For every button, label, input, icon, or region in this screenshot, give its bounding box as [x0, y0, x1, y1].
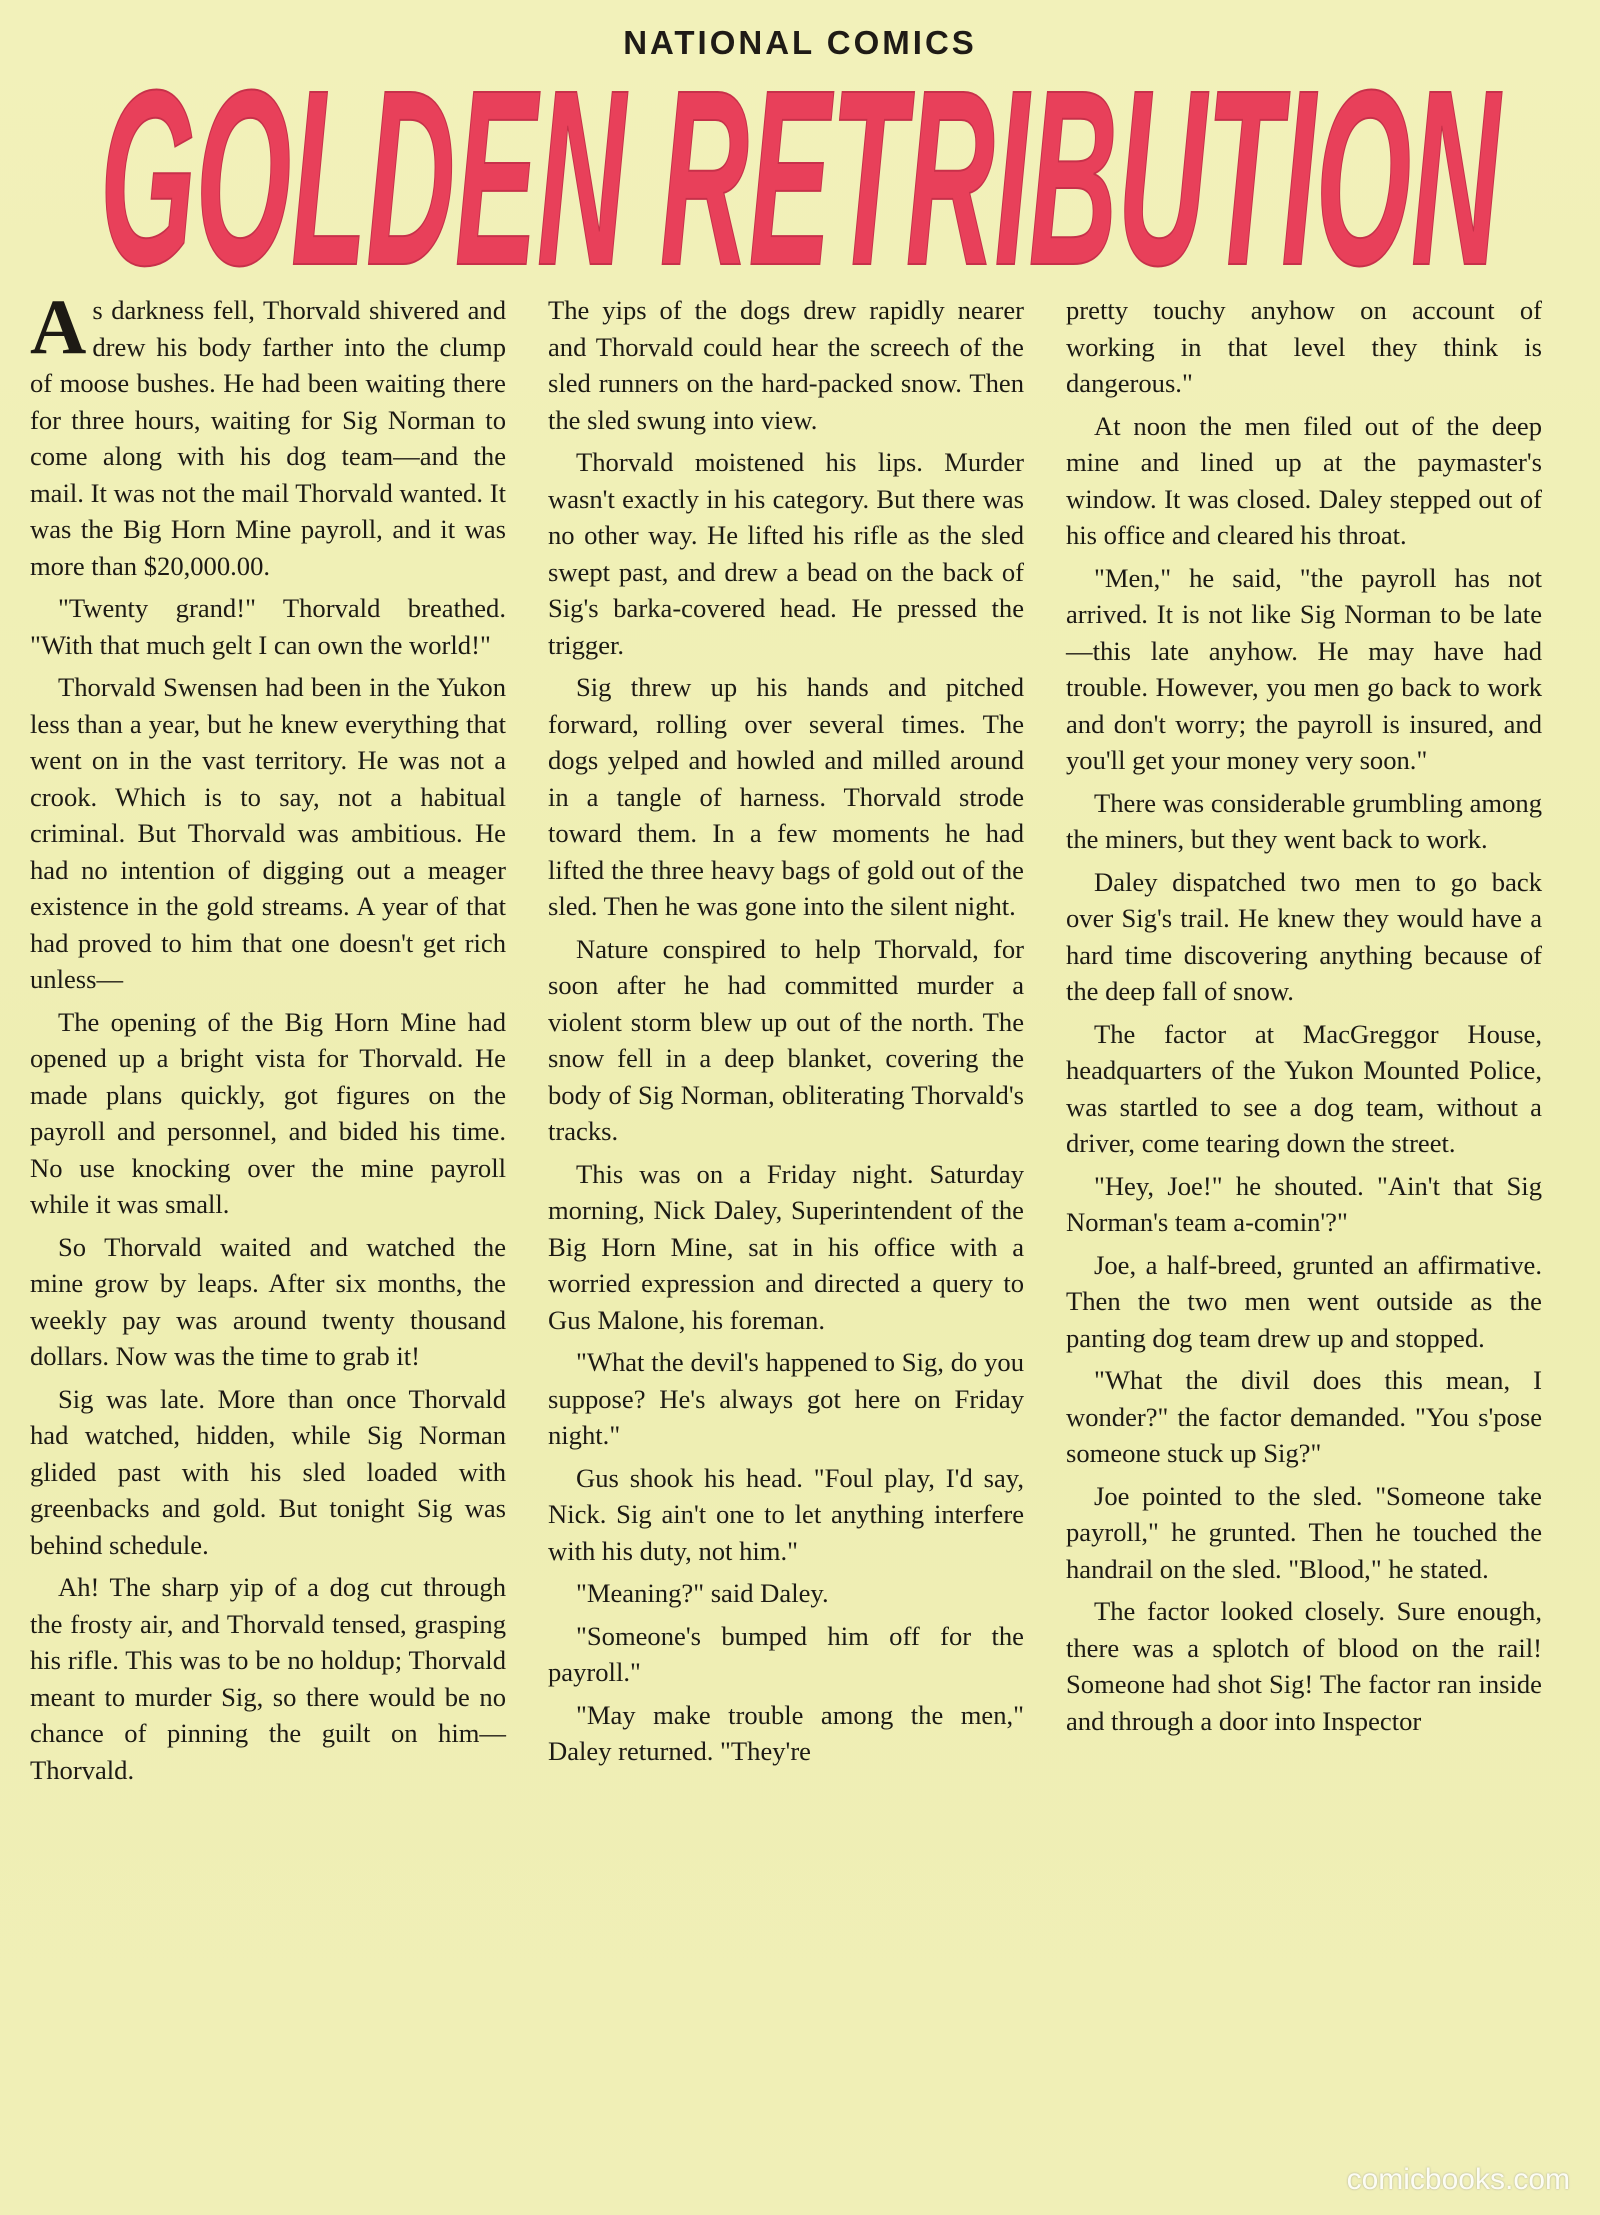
- story-paragraph: pretty touchy anyhow on account of working in that level they think is dangerous.": [1066, 295, 1542, 398]
- story-paragraph: "Twenty grand!" Thorvald breathed. "With that much gelt I can own the world!": [30, 593, 506, 660]
- story-paragraph: The yips of the dogs drew rapidly nearer and Thorvald could hear the screech of the sled runners on the hard-packed snow. Then the sled swung into view.: [548, 295, 1024, 435]
- story-paragraph: Joe, a half-breed, grunted an affirmative. Then the two men went outside as the panting dog team drew up and stopped.: [1066, 1249, 1542, 1353]
- story-title: [90, 42, 1510, 292]
- story-paragraph: "Men," he said, "the payroll has not arrived. It is not like Sig Norman to be late—this late anyhow. He may have had trouble. However, you men go back to work and don't worry; the payroll is insured, and you'll get your money very soon.": [1066, 562, 1542, 775]
- story-paragraph: Thorvald Swensen had been in the Yukon less than a year, but he knew everything that went on in the vast territory. He was not a crook. Which is to say, not a habitual criminal. But Thorvald was ambitious. He had no intention of digging out a meager existence in the gold streams. A year of that had proved to him that one doesn't get rich unless—: [30, 672, 506, 994]
- story-paragraph: "Someone's bumped him off for the payroll.": [548, 1620, 1024, 1687]
- masthead: NATIONAL COMICS: [623, 24, 977, 61]
- story-columns: [30, 283, 1542, 1794]
- story-paragraph: Sig was late. More than once Thorvald had watched, hidden, while Sig Norman glided past with his sled loaded with greenbacks and gold. But tonight Sig was behind schedule.: [30, 1383, 506, 1560]
- story-paragraph: Gus shook his head. "Foul play, I'd say, Nick. Sig ain't one to let anything interfere with his duty, not him.": [548, 1462, 1024, 1566]
- story-paragraph: The factor looked closely. Sure enough, there was a splotch of blood on the rail! Someone had shot Sig! The factor ran inside and through a door into Inspector: [1066, 1596, 1542, 1736]
- story-paragraph: "May make trouble among the men," Daley returned. "They're: [548, 1699, 1024, 1766]
- story-column-3: [1066, 292, 1542, 1794]
- watermark: comicbooks.com: [1346, 2163, 1570, 2196]
- story-paragraph: "Hey, Joe!" he shouted. "Ain't that Sig Norman's team a-comin'?": [1066, 1170, 1542, 1237]
- story-paragraph: The opening of the Big Horn Mine had opened up a bright vista for Thorvald. He made plans quickly, got figures on the payroll and personnel, and bided his time. No use knocking over the mine payroll while it was small.: [30, 1006, 506, 1219]
- story-paragraph: "What the divil does this mean, I wonder?" the factor demanded. "You s'pose someone stuck up Sig?": [1066, 1365, 1542, 1468]
- story-paragraph: So Thorvald waited and watched the mine grow by leaps. After six months, the weekly pay was around twenty thousand dollars. Now was the time to grab it!: [30, 1231, 506, 1371]
- story-column-2: [548, 292, 1024, 1794]
- paragraph-text: s darkness fell, Thorvald shivered and drew his body farther into the clump of moose bushes. He had been waiting there for three hours, waiting for Sig Norman to come along with his dog team—and the mail. It was not the mail Thorvald wanted. It was the Big Horn Mine payroll, and it was more than $20,000.00.: [30, 295, 506, 581]
- story-paragraph: Ah! The sharp yip of a dog cut through the frosty air, and Thorvald tensed, grasping his rifle. This was to be no holdup; Thorvald meant to murder Sig, so there would be no chance of pinning the guilt on him—Thorvald.: [30, 1572, 506, 1785]
- story-paragraph: The factor at MacGreggor House, headquarters of the Yukon Mounted Police, was startled to see a dog team, without a driver, come tearing down the street.: [1066, 1018, 1542, 1158]
- story-paragraph: Sig threw up his hands and pitched forward, rolling over several times. The dogs yelped and howled and milled around in a tangle of harness. Thorvald strode toward them. In a few moments he had lifted the three heavy bags of gold out of the sled. Then he was gone into the silent night.: [548, 672, 1024, 921]
- story-paragraph: There was considerable grumbling among the miners, but they went back to work.: [1066, 787, 1542, 854]
- story-paragraph: "What the devil's happened to Sig, do you suppose? He's always got here on Friday night.": [548, 1347, 1024, 1450]
- story-title-graphic: [90, 42, 1510, 292]
- story-column-1: [30, 283, 506, 1794]
- story-paragraph: At noon the men filed out of the deep mine and lined up at the paymaster's window. It was closed. Daley stepped out of his office and cleared his throat.: [1066, 410, 1542, 550]
- story-paragraph: Thorvald moistened his lips. Murder wasn't exactly in his category. But there was no other way. He lifted his rifle as the sled swept past, and drew a bead on the back of Sig's barka-covered head. He pressed the trigger.: [548, 447, 1024, 660]
- story-paragraph: "Meaning?" said Daley.: [576, 1578, 829, 1608]
- drop-cap: A: [30, 283, 87, 370]
- story-paragraph: Nature conspired to help Thorvald, for soon after he had committed murder a violent storm blew up out of the north. The snow fell in a deep blanket, covering the body of Sig Norman, obliterating Thorvald's tracks.: [548, 933, 1024, 1146]
- story-paragraph: Joe pointed to the sled. "Someone take payroll," he grunted. Then he touched the handrail on the sled. "Blood," he stated.: [1066, 1480, 1542, 1584]
- story-paragraph: This was on a Friday night. Saturday morning, Nick Daley, Superintendent of the Big Horn Mine, sat in his office with a worried expression and directed a query to Gus Malone, his foreman.: [548, 1158, 1024, 1335]
- story-paragraph: Daley dispatched two men to go back over Sig's trail. He knew they would have a hard time discovering anything because of the deep fall of snow.: [1066, 866, 1542, 1006]
- story-title-text: GOLDEN RETRIBUTION: [100, 42, 1503, 292]
- story-paragraph: [30, 283, 506, 584]
